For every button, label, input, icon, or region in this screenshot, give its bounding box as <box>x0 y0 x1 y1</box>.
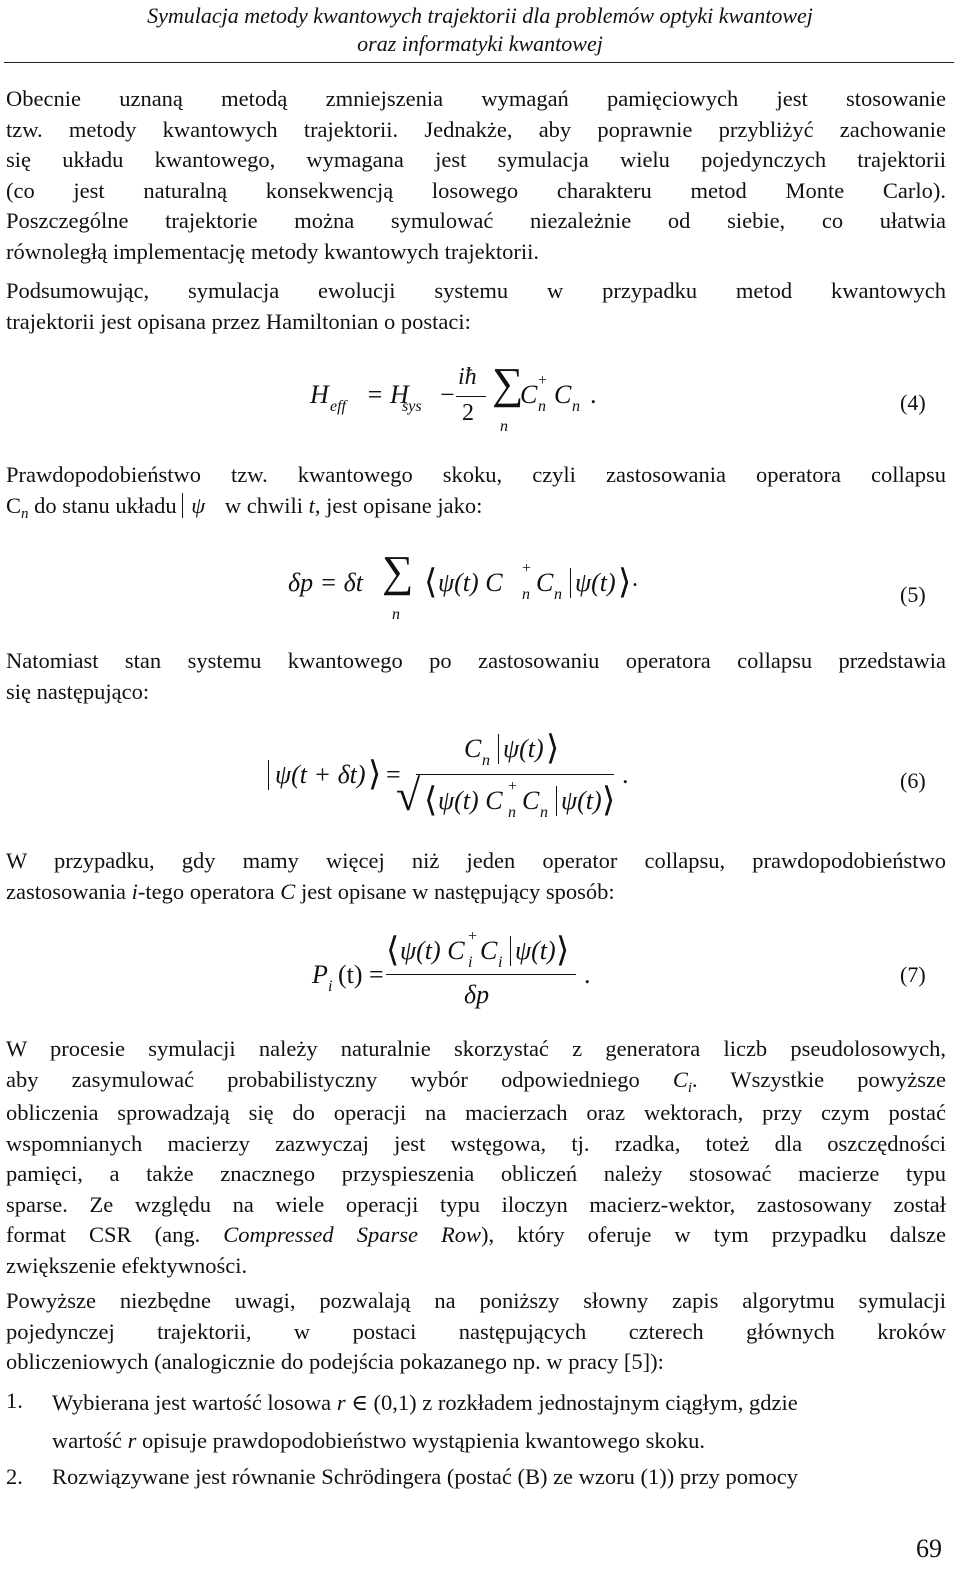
paragraph-5 <box>6 846 946 907</box>
text-fragment: do stanu układu <box>28 492 183 518</box>
header-rule <box>4 62 954 63</box>
eq6-period: . <box>622 760 629 789</box>
eq5-right-angle: ⟩ <box>618 564 632 601</box>
text-line: Natomiast stan systemu kwantowego po zastosowaniu operatora collapsu przedstawia <box>6 648 946 673</box>
eq7-bra: ψ(t) C <box>400 936 465 965</box>
eq6-den-C: C <box>522 786 540 815</box>
eq4-n1: n <box>538 398 546 415</box>
i-symbol: i <box>131 878 138 904</box>
eq4-sum-index: n <box>500 418 508 435</box>
page-number: 69 <box>916 1534 942 1563</box>
eq5-plus: + <box>522 560 532 577</box>
eq5-sum-index: n <box>392 606 400 623</box>
eq7-fraction-bar <box>386 974 576 975</box>
C-symbol: C <box>6 492 22 518</box>
equation-7-label: (7) <box>900 962 926 987</box>
eq4-H-sys: = H <box>366 380 409 409</box>
paragraph-4 <box>6 646 946 707</box>
text-line: Powyższe niezbędne uwagi, pozwalają na poniższy słowny zapis algorytmu symulacji <box>6 1288 946 1313</box>
eq4-C: C <box>554 380 572 409</box>
paragraph-6 <box>6 1034 946 1281</box>
paragraph-2 <box>6 276 946 337</box>
eq5-left-angle: ⟨ <box>424 564 438 601</box>
subscript-i: i <box>687 1079 693 1096</box>
text-line: W procesie symulacji należy naturalnie skorzystać z generatora liczb pseudolosowych, <box>6 1036 946 1061</box>
text-fragment: . Wszystkie powyższe <box>692 1066 946 1092</box>
paragraph-3 <box>6 460 946 524</box>
equation-7 <box>312 930 612 1014</box>
eq7-i2: i <box>498 954 503 971</box>
eq4-eff: eff <box>330 398 346 415</box>
text-line <box>6 491 946 525</box>
text-line: zwiększenie efektywności. <box>6 1252 248 1278</box>
text-fragment: z rozkładem jednostajnym ciągłym, gdzie <box>416 1390 798 1415</box>
eq5-period: . <box>632 566 638 592</box>
text-line: obliczeniowych (analogicznie do podejścia pokazanego np. w pracy [5]): <box>6 1349 664 1374</box>
text-line: W przypadku, gdy mamy więcej niż jeden operator collapsu, prawdopodobieństwo <box>6 848 946 873</box>
text-fragment: w chwili <box>219 492 309 518</box>
eq7-i1: i <box>468 954 473 971</box>
equation-4-label: (4) <box>900 390 926 415</box>
psi-ket: ψ <box>182 493 213 518</box>
eq6-den-n1: n <box>508 804 516 821</box>
eq5-sum-symbol: ∑ <box>382 547 414 596</box>
C-symbol: C <box>280 878 296 904</box>
text-line: (co jest naturalną konsekwencją losowego charakteru metod Monte Carlo). <box>6 177 946 203</box>
eq7-i: i <box>328 978 333 995</box>
text-line: pamięci, a także znacznego przyspieszenia obliczeń należy stosować macierze typu <box>6 1161 946 1186</box>
running-header-line-2: oraz informatyki kwantowej <box>357 31 603 56</box>
eq4-H: H <box>310 380 329 409</box>
text-line: równoległą implementację metody kwantowych trajektorii. <box>6 238 539 264</box>
r-symbol: r <box>127 1428 137 1453</box>
eq5-n1: n <box>522 586 530 603</box>
eq7-ket: ψ(t) <box>510 936 556 966</box>
eq7-P: P <box>312 960 328 989</box>
text-fragment: aby zasymulować probabilistyczny wybór odpowiedniego <box>6 1066 673 1092</box>
eq5-lhs: δp = δt <box>288 568 363 597</box>
equation-5-label: (5) <box>900 582 926 607</box>
text-line: Poszczególne trajektorie można symulować niezależnie od siebie, co ułatwia <box>6 208 946 233</box>
text-line: obliczenia sprowadzają się do operacji na macierzach oraz wektorach, przy czym postać <box>6 1100 946 1125</box>
eq7-plus: + <box>468 928 478 945</box>
eq6-den-n2: n <box>540 804 548 821</box>
running-header-line-1: Symulacja metody kwantowych trajektorii dla problemów optyki kwantowej <box>147 3 813 28</box>
list-item-1-line-2 <box>52 1422 946 1460</box>
text-fragment: wartość <box>52 1428 128 1453</box>
text-line <box>6 877 946 908</box>
list-item-1-number: 1. <box>6 1388 23 1413</box>
eq6-lhs: ψ(t + δt) <box>268 760 366 790</box>
eq4-denominator: 2 <box>462 400 474 426</box>
text-fragment: zastosowania <box>6 878 132 904</box>
eq5-n2: n <box>554 586 562 603</box>
interval: ∈ (0,1) <box>345 1390 417 1415</box>
list-item-2 <box>52 1458 946 1496</box>
eq7-left-angle: ⟨ <box>386 932 400 969</box>
text-line: Prawdopodobieństwo tzw. kwantowego skoku, czyli zastosowania operatora collapsu <box>6 462 946 487</box>
eq4-period: . <box>590 380 597 409</box>
text-line: trajektorii jest opisana przez Hamiltonian o postaci: <box>6 308 471 334</box>
equation-5 <box>288 547 632 628</box>
eq6-den-right-angle: ⟩ <box>602 782 616 819</box>
eq6-equals: = <box>386 760 401 789</box>
t-symbol: t <box>308 492 315 518</box>
text-fragment: -tego operatora <box>137 878 281 904</box>
eq4-minus: − <box>440 380 455 409</box>
equation-6-label: (6) <box>900 768 926 793</box>
list-item-1 <box>52 1384 946 1460</box>
equation-6 <box>268 730 638 826</box>
eq5-bra: ψ(t) C <box>438 568 503 597</box>
eq6-num-n: n <box>482 752 490 769</box>
paragraph-7 <box>6 1286 946 1378</box>
eq6-lhs-angle: ⟩ <box>368 756 382 793</box>
text-fragment: , jest opisane jako: <box>314 492 483 518</box>
text-fragment: ), który oferuje w tym przypadku dalsze <box>480 1222 946 1247</box>
eq6-den-left-angle: ⟨ <box>424 782 438 819</box>
eq5-ket: ψ(t) <box>570 568 616 598</box>
eq6-sqrt: √ <box>396 771 421 820</box>
eq7-lhs2: (t) = <box>338 960 384 989</box>
eq6-den-bra: ψ(t) C <box>438 786 503 815</box>
text-fragment: opisuje prawdopodobieństwo wystąpienia kwantowego skoku. <box>136 1428 706 1453</box>
eq6-num-psi: ψ(t) <box>498 734 544 764</box>
paragraph-1 <box>6 84 946 267</box>
text-line: wspomnianych macierzy zazwyczaj jest wstęgowa, tj. rzadka, toteż dla oszczędności <box>6 1130 946 1156</box>
eq6-den-plus: + <box>508 778 518 795</box>
list-item-1-line-1 <box>52 1384 946 1422</box>
subscript-n: n <box>21 505 29 522</box>
list-item-2-number: 2. <box>6 1464 23 1489</box>
eq7-right-angle: ⟩ <box>556 932 570 969</box>
italic-term: Compressed Sparse Row <box>223 1222 481 1247</box>
text-line: Podsumowując, symulacja ewolucji systemu w przypadku metod kwantowych <box>6 278 946 303</box>
eq6-fraction-bar <box>416 774 614 775</box>
eq4-sys: sys <box>402 398 422 415</box>
eq4-sum-symbol: ∑ <box>492 359 524 408</box>
eq4-n2: n <box>572 398 580 415</box>
r-symbol: r <box>336 1390 346 1415</box>
text-fragment: Wybierana jest wartość losowa <box>52 1390 337 1415</box>
eq5-C: C <box>536 568 554 597</box>
text-line: się następująco: <box>6 678 150 704</box>
eq4-plus: + <box>538 372 548 389</box>
eq4-fraction-bar <box>456 396 486 397</box>
text-line: sparse. Ze względu na wiele operacji typu iloczyn macierz-wektor, zastosowany został <box>6 1191 946 1217</box>
text-fragment: jest opisane w następujący sposób: <box>295 878 615 904</box>
text-line <box>6 1220 946 1251</box>
text-line: Obecnie uznaną metodą zmniejszenia wymagań pamięciowych jest stosowanie <box>6 86 946 111</box>
eq7-period: . <box>584 960 591 989</box>
text-line <box>6 1065 946 1099</box>
list-item-2-line-1: Rozwiązywane jest równanie Schrödingera (postać (B) ze wzoru (1)) przy pomocy <box>52 1464 798 1489</box>
text-line: tzw. metody kwantowych trajektorii. Jednakże, aby poprawnie przybliżyć zachowanie <box>6 116 946 142</box>
text-line: pojedynczej trajektorii, w postaci następujących czterech głównych kroków <box>6 1318 946 1344</box>
eq7-C: C <box>480 936 498 965</box>
equation-4 <box>310 360 610 440</box>
eq4-numerator: iħ <box>458 364 477 390</box>
eq7-denominator: δp <box>464 980 490 1009</box>
C-symbol: C <box>672 1066 688 1092</box>
eq6-den-ket: ψ(t) <box>556 786 602 816</box>
eq6-num-C: C <box>464 734 482 763</box>
eq4-C-dagger: C <box>520 380 538 409</box>
text-fragment: format CSR (ang. <box>6 1222 224 1247</box>
running-header <box>0 2 960 58</box>
eq6-num-angle: ⟩ <box>546 730 560 767</box>
text-line: się układu kwantowego, wymagana jest symulacja wielu pojedynczych trajektorii <box>6 147 946 172</box>
